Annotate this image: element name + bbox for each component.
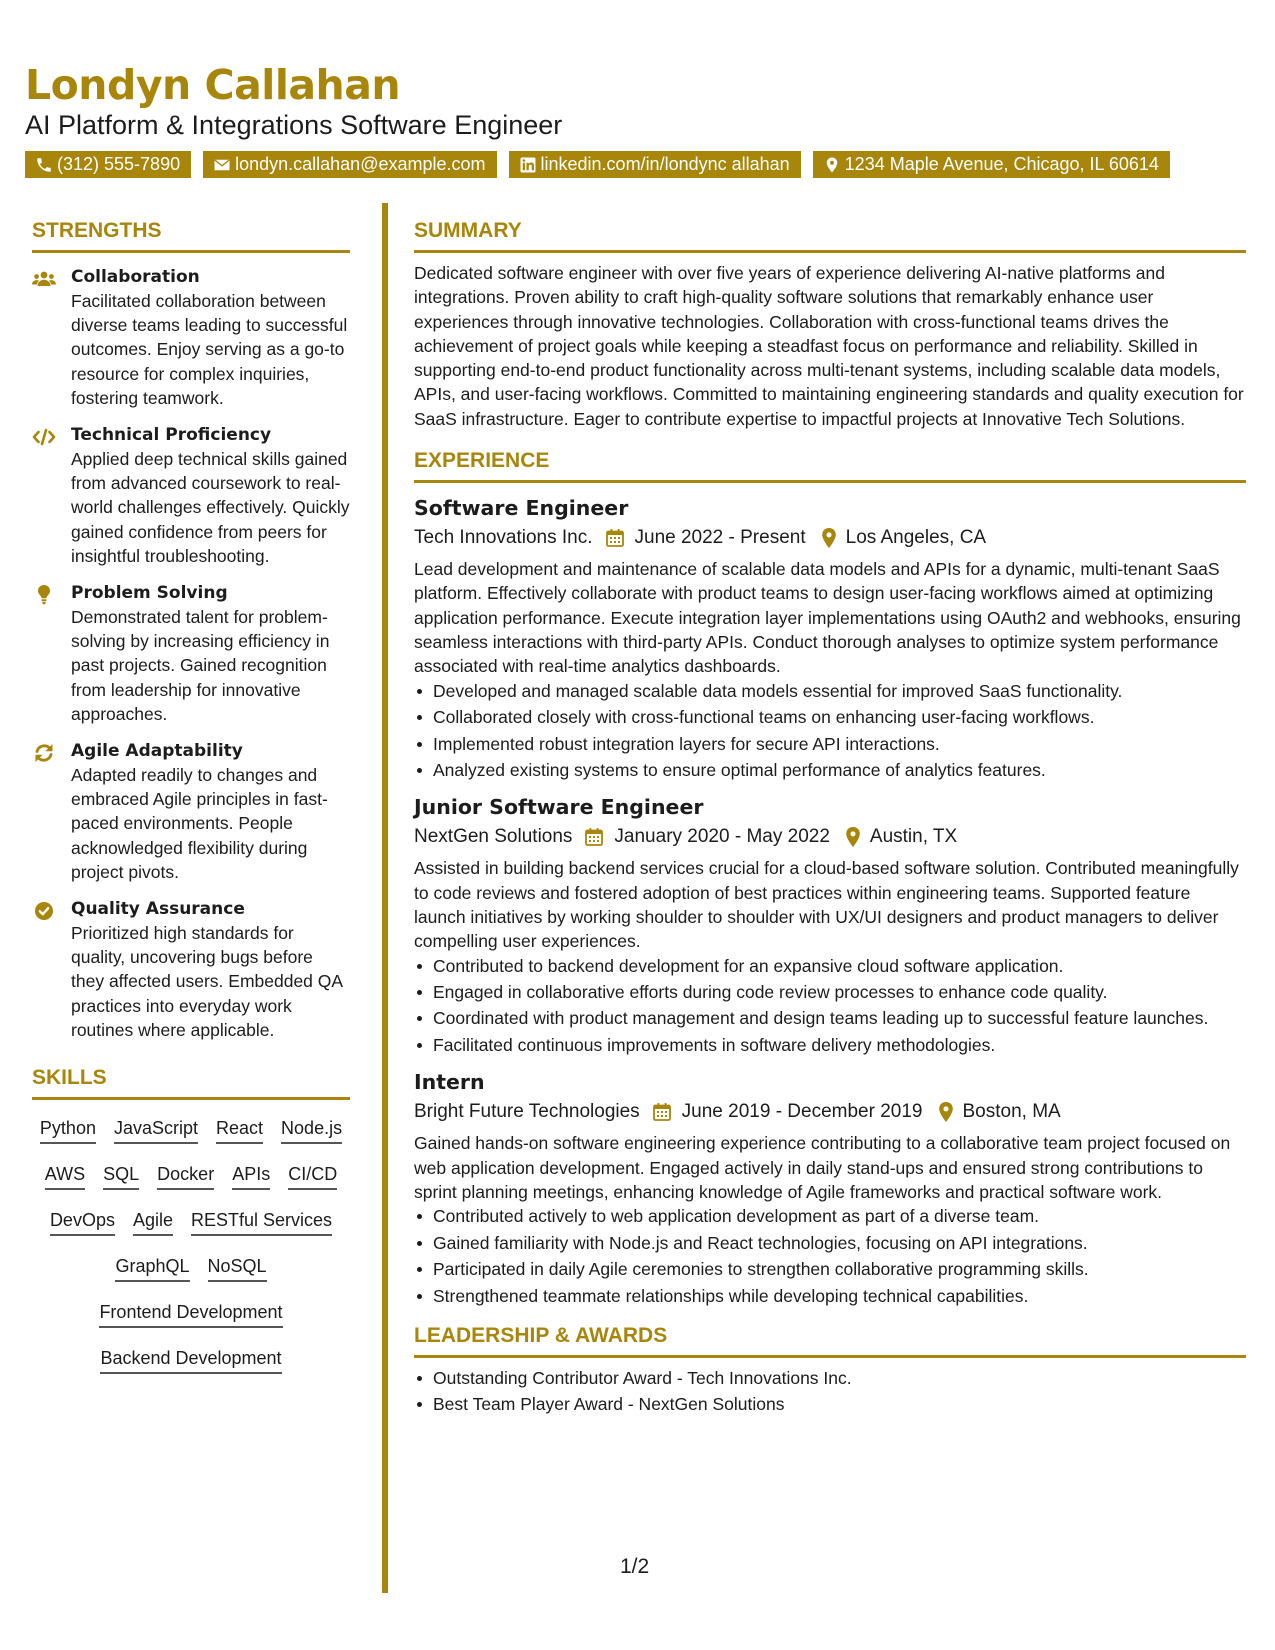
skills-heading: SKILLS bbox=[32, 1062, 350, 1100]
skill-tag: Backend Development bbox=[100, 1346, 281, 1374]
job-dates: June 2019 - December 2019 bbox=[681, 1101, 923, 1123]
list-item: Coordinated with product management and design teams leading up to successful feature launches. bbox=[414, 1006, 1246, 1030]
list-item: Contributed actively to web application development as part of a diverse team. bbox=[414, 1204, 1246, 1228]
job-description: Assisted in building backend services crucial for a cloud-based software solution. Contributed meaningfully to code reviews and fostered adoption of best practices within engineering teams. Supported feature launch initiatives by working shoulder to shoulder with UX/UI designers and product managers to deliver compelling user experiences. bbox=[414, 858, 1239, 952]
list-item: Engaged in collaborative efforts during code review processes to enhance code quality. bbox=[414, 980, 1246, 1004]
skills-list bbox=[32, 1116, 350, 1392]
list-item: Implemented robust integration layers for secure API interactions. bbox=[414, 732, 1246, 756]
column-divider bbox=[382, 203, 388, 1593]
contact-email-text: londyn.callahan@example.com bbox=[235, 154, 486, 174]
list-item: Strengthened teammate relationships while developing technical capabilities. bbox=[414, 1284, 1246, 1308]
job-description: Gained hands-on software engineering experience contributing to a collaborative team project focused on web application development. Engaged actively in daily stand-ups and ensured strong contributions to sprint planning meetings, enhancing knowledge of Agile frameworks and practical software work. bbox=[414, 1133, 1231, 1202]
job-entry bbox=[414, 493, 1246, 782]
skill-tag: Docker bbox=[157, 1162, 214, 1190]
experience-heading: EXPERIENCE bbox=[414, 445, 1246, 483]
strength-title: Agile Adaptability bbox=[71, 741, 243, 762]
map-pin-icon bbox=[844, 827, 862, 847]
list-item: Analyzed existing systems to ensure optimal performance of analytics features. bbox=[414, 758, 1246, 782]
skill-tag: Agile bbox=[133, 1208, 173, 1236]
right-column bbox=[414, 215, 1246, 1419]
contact-phone-text: (312) 555-7890 bbox=[57, 154, 181, 174]
strength-desc: Facilitated collaboration between diverse teams leading to successful outcomes. Enjoy serving as a go-to resource for complex inquiries, fostering teamwork. bbox=[71, 291, 348, 408]
contact-linkedin-text: linkedin.com/in/londync allahan bbox=[540, 154, 790, 174]
contact-phone[interactable] bbox=[25, 151, 191, 178]
job-company: NextGen Solutions bbox=[414, 826, 573, 848]
phone-icon bbox=[35, 156, 53, 174]
job-company: Tech Innovations Inc. bbox=[414, 527, 593, 549]
contact-address-text: 1234 Maple Avenue, Chicago, IL 60614 bbox=[844, 154, 1159, 174]
candidate-name: Londyn Callahan bbox=[25, 61, 401, 109]
skill-tag: RESTful Services bbox=[191, 1208, 332, 1236]
strengths-heading: STRENGTHS bbox=[32, 215, 350, 253]
job-title: Intern bbox=[414, 1070, 485, 1095]
strength-item-quality-assurance bbox=[32, 897, 350, 1042]
strength-desc: Demonstrated talent for problem-solving by increasing efficiency in past projects. Gained recognition from leadership for innovative approaches. bbox=[71, 607, 330, 724]
code-icon bbox=[32, 427, 56, 447]
skill-tag: APIs bbox=[232, 1162, 270, 1190]
list-item: Collaborated closely with cross-functional teams on enhancing user-facing workflows. bbox=[414, 705, 1246, 729]
job-location: Boston, MA bbox=[962, 1101, 1061, 1123]
skill-tag: Node.js bbox=[281, 1116, 342, 1144]
strength-title: Collaboration bbox=[71, 267, 200, 287]
job-bullets bbox=[414, 954, 1246, 1058]
calendar-icon bbox=[605, 528, 625, 548]
job-location: Los Angeles, CA bbox=[845, 527, 987, 549]
sync-icon bbox=[32, 743, 56, 763]
job-title: Software Engineer bbox=[414, 496, 629, 521]
job-meta bbox=[414, 523, 1246, 553]
contact-bar bbox=[25, 151, 1255, 178]
strength-item-problem-solving bbox=[32, 581, 350, 726]
strength-item-agile-adaptability bbox=[32, 739, 350, 884]
skill-tag: CI/CD bbox=[288, 1162, 337, 1190]
strength-desc: Adapted readily to changes and embraced Agile principles in fast-paced environments. People acknowledged flexibility during project pivots. bbox=[71, 765, 328, 882]
summary-heading: SUMMARY bbox=[414, 215, 1246, 253]
left-column bbox=[32, 215, 350, 1392]
envelope-icon bbox=[213, 156, 231, 174]
job-dates: June 2022 - Present bbox=[634, 527, 806, 549]
job-meta bbox=[414, 1097, 1246, 1127]
map-pin-icon bbox=[937, 1102, 955, 1122]
lightbulb-icon bbox=[32, 585, 56, 605]
list-item: Outstanding Contributor Award - Tech Innovations Inc. bbox=[414, 1366, 1246, 1390]
job-bullets bbox=[414, 679, 1246, 783]
list-item: Contributed to backend development for an expansive cloud software application. bbox=[414, 954, 1246, 978]
check-circle-icon bbox=[32, 901, 56, 921]
linkedin-icon bbox=[519, 156, 537, 174]
strength-title: Quality Assurance bbox=[71, 899, 245, 920]
strength-item-collaboration bbox=[32, 265, 350, 410]
contact-email[interactable] bbox=[203, 151, 496, 178]
page-number: 1/2 bbox=[620, 1555, 650, 1578]
job-dates: January 2020 - May 2022 bbox=[614, 826, 830, 848]
list-item: Developed and managed scalable data models essential for improved SaaS functionality. bbox=[414, 679, 1246, 703]
summary-text: Dedicated software engineer with over five years of experience delivering AI-native platforms and integrations. Proven ability to craft high-quality software solutions that remarkably enhance user experiences through innovative technologies. Collaboration with cross-functional teams drives the achievement of project goals while keeping a steadfast focus on performance and reliability. Skilled in supporting end-to-end product functionality across multi-tenant systems, including scalable data models, APIs, and user-facing workflows. Committed to maintaining engineering standards and quality execution for SaaS infrastructure. Eager to contribute expertise to impactful projects at Innovative Tech Solutions. bbox=[414, 263, 1244, 429]
job-bullets bbox=[414, 1204, 1246, 1308]
job-entry bbox=[414, 1067, 1246, 1308]
list-item: Gained familiarity with Node.js and React technologies, focusing on API integrations. bbox=[414, 1231, 1246, 1255]
map-pin-icon bbox=[820, 528, 838, 548]
calendar-icon bbox=[652, 1102, 672, 1122]
contact-address[interactable] bbox=[813, 151, 1170, 178]
skill-tag: React bbox=[216, 1116, 263, 1144]
skill-tag: Frontend Development bbox=[99, 1300, 282, 1328]
strength-item-technical-proficiency bbox=[32, 423, 350, 568]
skill-tag: AWS bbox=[45, 1162, 85, 1190]
job-meta bbox=[414, 822, 1246, 852]
strength-desc: Applied deep technical skills gained from advanced coursework to real-world challenges effectively. Quickly gained confidence from peers for insightful troubleshooting. bbox=[71, 449, 350, 566]
candidate-title: AI Platform & Integrations Software Engineer bbox=[25, 110, 563, 140]
job-entry bbox=[414, 792, 1246, 1057]
skill-tag: SQL bbox=[103, 1162, 139, 1190]
skill-tag: JavaScript bbox=[114, 1116, 198, 1144]
strength-desc: Prioritized high standards for quality, uncovering bugs before they affected users. Embedded QA practices into everyday work routines where applicable. bbox=[71, 923, 343, 1040]
job-company: Bright Future Technologies bbox=[414, 1101, 640, 1123]
calendar-icon bbox=[584, 827, 604, 847]
awards-heading: LEADERSHIP & AWARDS bbox=[414, 1320, 1246, 1358]
skill-tag: NoSQL bbox=[208, 1254, 267, 1282]
list-item: Best Team Player Award - NextGen Solutions bbox=[414, 1392, 1246, 1416]
map-pin-icon bbox=[823, 156, 841, 174]
job-title: Junior Software Engineer bbox=[414, 795, 704, 820]
users-icon bbox=[32, 269, 56, 289]
skill-tag: Python bbox=[40, 1116, 96, 1144]
awards-list bbox=[414, 1366, 1246, 1417]
list-item: Participated in daily Agile ceremonies to strengthen collaborative programming skills. bbox=[414, 1257, 1246, 1281]
skill-tag: GraphQL bbox=[115, 1254, 189, 1282]
strength-title: Technical Proficiency bbox=[71, 425, 272, 446]
job-description: Lead development and maintenance of scalable data models and APIs for a dynamic, multi-tenant SaaS platform. Effectively collaborate with product teams to design user-facing workflows aimed at optimizing application performance. Execute integration layer implementations using OAuth2 and webhooks, ensuring seamless interactions with third-party APIs. Conduct thorough analyses to optimize system performance associated with real-time analytics dashboards. bbox=[414, 559, 1241, 677]
list-item: Facilitated continuous improvements in software delivery methodologies. bbox=[414, 1033, 1246, 1057]
skill-tag: DevOps bbox=[50, 1208, 115, 1236]
strength-title: Problem Solving bbox=[71, 583, 228, 604]
contact-linkedin[interactable] bbox=[509, 151, 801, 178]
resume-header bbox=[25, 60, 1255, 178]
job-location: Austin, TX bbox=[869, 826, 958, 848]
